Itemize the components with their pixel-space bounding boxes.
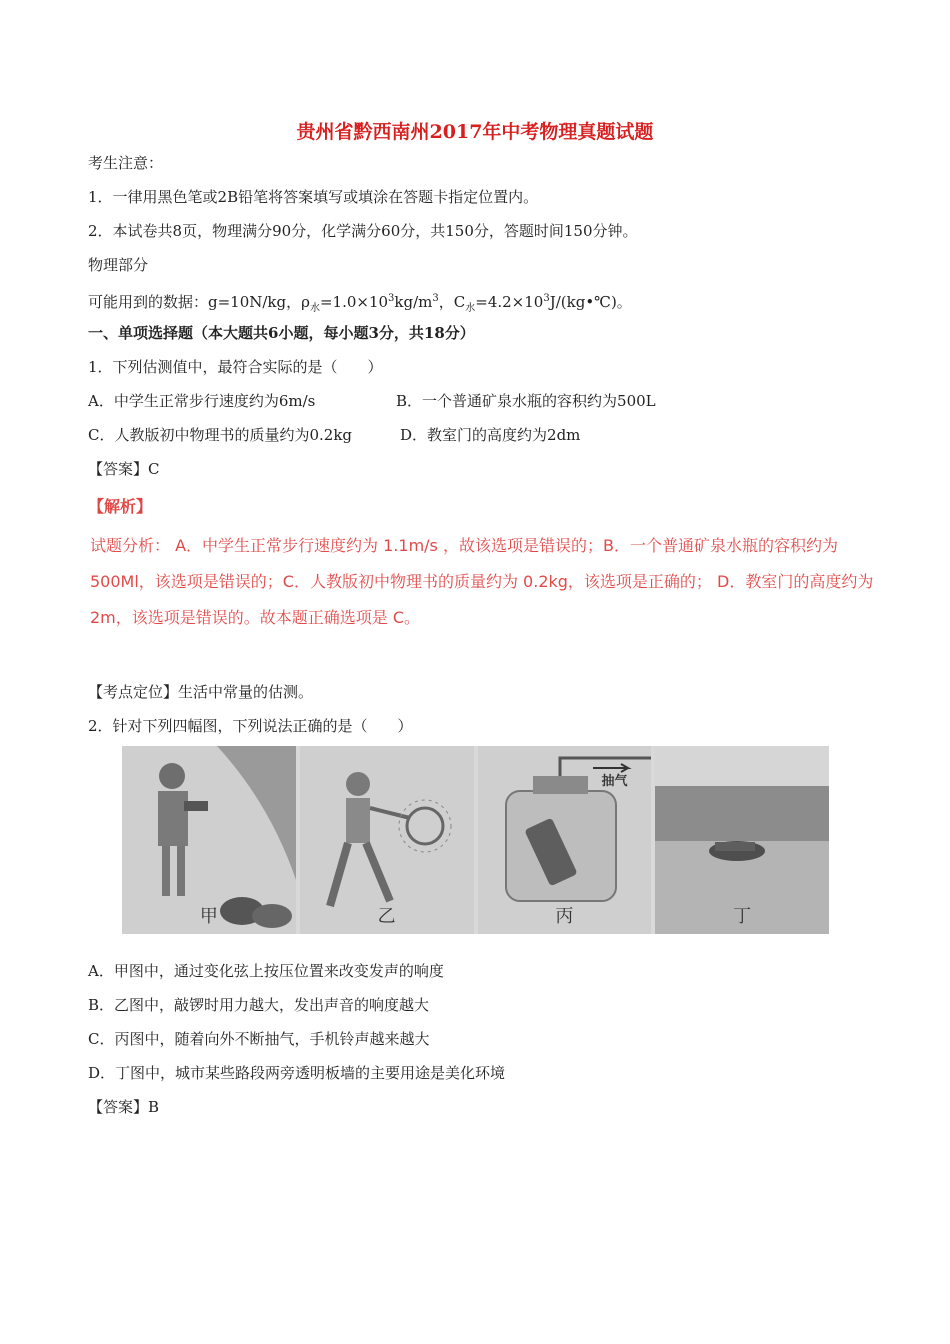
section-heading: 一、单项选择题（本大题共6小题，每小题3分，共18分） (88, 324, 475, 342)
caption-yi: 乙 (377, 906, 396, 927)
q1-option-b: B．一个普通矿泉水瓶的容积约为500L (396, 392, 656, 410)
q2-option-c: C．丙图中，随着向外不断抽气，手机铃声越来越大 (88, 1030, 430, 1048)
notice-item-1: 1．一律用黑色笔或2B铅笔将答案填写或填涂在答题卡指定位置内。 (88, 188, 539, 206)
figure-bing (478, 746, 652, 934)
q2-option-b: B．乙图中，敲锣时用力越大，发出声音的响度越大 (88, 996, 430, 1014)
q2-stem: 2．针对下列四幅图，下列说法正确的是（ ） (88, 717, 413, 735)
q2-option-a: A．甲图中，通过变化弦上按压位置来改变发声的响度 (88, 962, 444, 980)
pump-label: 抽气 (601, 774, 628, 789)
figure-yi (300, 746, 474, 934)
q2-figure-strip (122, 746, 829, 934)
notice-heading: 考生注意： (88, 154, 164, 172)
section-physics: 物理部分 (88, 256, 149, 274)
constants-line: 可能用到的数据：g=10N/kg，$\rho_水=1.0\times 10^3kg/m^3$，$C_水=4.2\times 10^3J/(kg•℃)$。 (88, 293, 632, 314)
q1-option-c: C．人教版初中物理书的质量约为0.2kg (88, 426, 353, 444)
figure-jia (122, 746, 296, 934)
q1-option-a: A．中学生正常步行速度约为6m/s (88, 392, 316, 410)
caption-bing: 丙 (555, 906, 574, 927)
q1-stem: 1．下列估测值中，最符合实际的是（ ） (88, 358, 383, 376)
caption-ding: 丁 (733, 906, 752, 927)
q1-option-d: D．教室门的高度约为2dm (400, 426, 581, 444)
page-title: 贵州省黔西南州2017年中考物理真题试题 (296, 121, 654, 143)
q1-kaodian: 【考点定位】生活中常量的估测。 (88, 683, 314, 701)
q2-option-d: D．丁图中，城市某些路段两旁透明板墙的主要用途是美化环境 (88, 1064, 506, 1082)
caption-jia: 甲 (199, 906, 218, 927)
notice-item-2: 2．本试卷共8页，物理满分90分，化学满分60分，共150分，答题时间150分钟。 (88, 222, 638, 240)
q1-analysis-label: 【解析】 (88, 497, 153, 516)
q2-answer: 【答案】B (88, 1098, 160, 1116)
q1-analysis-text: 试题分析： A．中学生正常步行速度约为 1.1m/s ，故该选项是错误的；B．一个普通矿泉水瓶的容积约为500Ml，该选项是错误的；C．人教版初中物理书的质量约为 0.2kg，该选项是正确的； D．教室门的高度约为 2m，该选项是错误的。故本题正确选项是 C。 (90, 536, 874, 627)
figure-ding (655, 746, 829, 934)
q1-answer: 【答案】C (88, 460, 160, 478)
